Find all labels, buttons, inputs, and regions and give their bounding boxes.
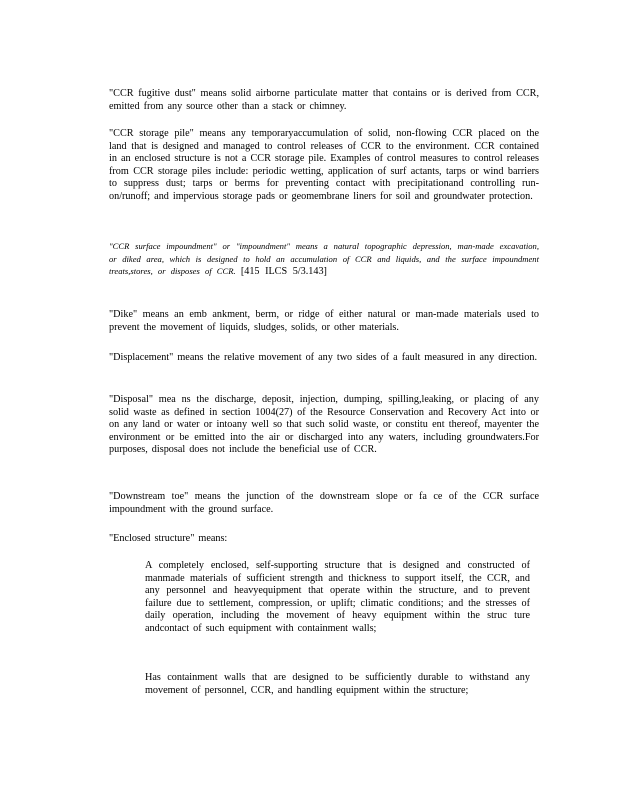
definition-ccr-surface-impoundment [109, 240, 539, 279]
definition-disposal: "Disposal" mea ns the discharge, deposit, injection, dumping, spilling,leaking, or placing of any solid waste as defined in section 1004(27) of the Resource Conservation and Recovery Act into or on any land or water or intoany well so that such solid waste, or constitu ent thereof, mayenter the environment or be emitted into the air or discharged into any waters, including groundwaters.For purposes, disposal does not include the beneficial use of CCR. [109, 394, 539, 456]
statute-citation: [415 ILCS 5/3.143] [240, 266, 327, 278]
definition-displacement: "Displacement" means the relative movement of any two sides of a fault measured in any direction. [109, 352, 538, 363]
enclosed-structure-criterion: Has containment walls that are designed to be sufficiently durable to withstand any movement of personnel, CCR, and handling equipment within the structure; [145, 672, 530, 696]
definition-ccr-storage-pile: "CCR storage pile" means any temporaryaccumulation of solid, non-flowing CCR placed on the land that is designed and managed to control releases of CCR to the environment. CCR contained in an enclosed structure is not a CCR storage pile. Examples of control measures to control releases from CCR storage piles include: periodic wetting, application of surf actants, tarps or wind barriers to suppress dust; tarps or berms for preventing contact with precipitationand controlling run-on/runoff; and impervious storage pads or geomembrane liners for soil and groundwater protection. [109, 128, 539, 202]
definition-dike: "Dike" means an emb ankment, berm, or ridge of either natural or man-made materials used to prevent the movement of liquids, sludges, solids, or other materials. [109, 309, 539, 333]
definition-enclosed-structure: "Enclosed structure" means: [109, 533, 228, 544]
definition-downstream-toe: "Downstream toe" means the junction of the downstream slope or fa ce of the CCR surface impoundment with the ground surface. [109, 491, 539, 515]
enclosed-structure-criterion: A completely enclosed, self-supporting structure that is designed and constructed of manmade materials of sufficient strength and thickness to support itself, the CCR, and any personnel and heavyequipment that operate within the structure, and to prevent failure due to settlement, compression, or uplift; climatic conditions; and the stresses of daily operation, including the movement of heavy equipment within the struc ture andcontact of such equipment with containment walls; [145, 560, 530, 634]
definition-ccr-fugitive-dust: "CCR fugitive dust" means solid airborne particulate matter that contains or is derived from CCR, emitted from any source other than a stack or chimney. [109, 88, 539, 112]
definition-ccr-surface-impoundment-text: "CCR surface impoundment" or "impoundment" means a natural topographic depression, man-made excavation, or diked area, which is designed to hold an accumulation of CCR and liquids, and the surface impoundment treats,stores, or disposes of CCR. [109, 241, 539, 277]
